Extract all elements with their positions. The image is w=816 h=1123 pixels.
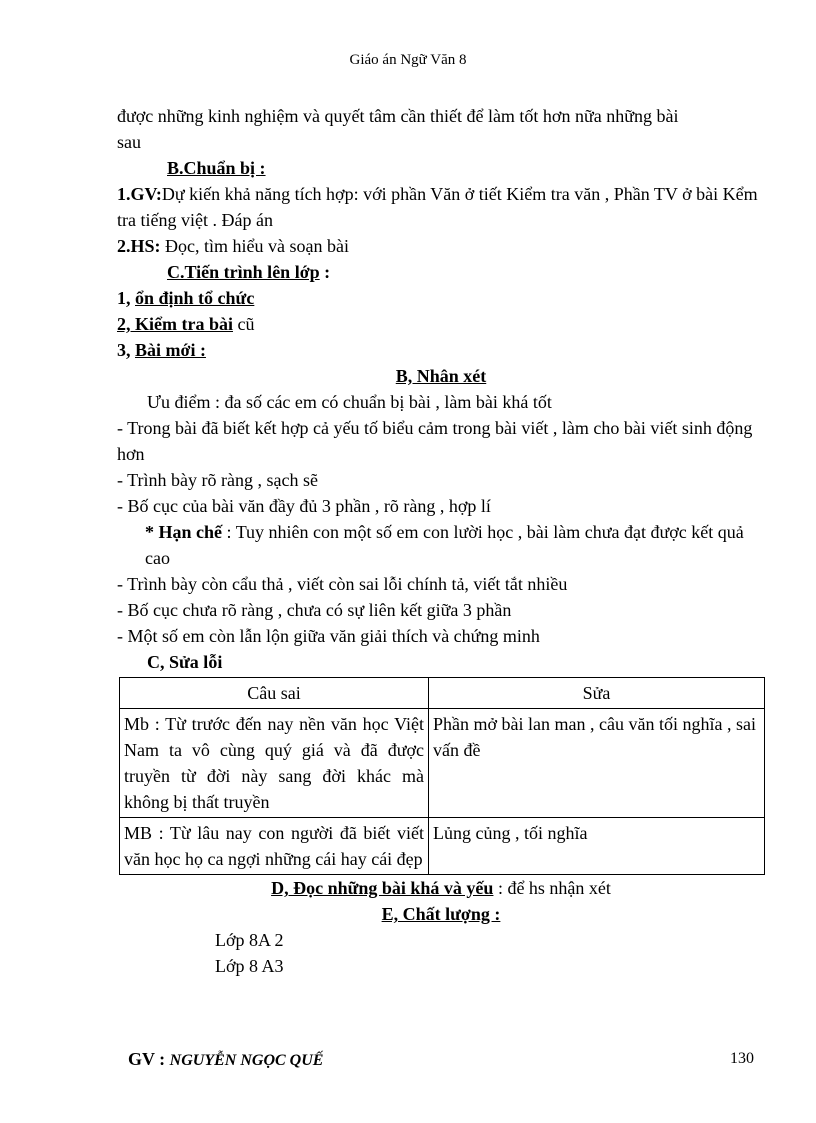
quality-heading [117,901,765,927]
fix-heading: C, Sửa lỗi [147,652,223,672]
step-2-text: Kiểm tra bài [135,314,233,334]
strength-line: Ưu điểm : đa số các em có chuẩn bị bài , làm bài khá tốt [147,392,552,412]
gv-paragraph [117,181,765,233]
read-heading [117,875,765,901]
section-b-title: B.Chuẩn bị : [167,158,266,178]
class-item: Lớp 8 A3 [215,956,284,976]
intro-line-1: được những kinh nghiệm và quyết tâm cần thiết để làm tốt hơn nữa những bài [117,106,679,126]
hs-text: Đọc, tìm hiểu và soạn bài [160,236,349,256]
strength-item-1: - Trong bài đã biết kết hợp cả yếu tố biểu cảm trong bài viết , làm cho bài viết sinh động hơn [117,418,753,464]
limit-item-2: - Bố cục chưa rõ ràng , chưa có sự liên kết giữa 3 phần [117,600,512,620]
step-2 [117,311,765,337]
section-c-colon: : [319,262,331,282]
table-cell-fix: Lủng củng , tối nghĩa [429,818,765,875]
step-3-prefix: 3, [117,340,135,360]
table-cell-fix: Phần mở bài lan man , câu văn tối nghĩa , sai vấn đề [429,709,765,818]
limit-paragraph [117,519,765,571]
limit-text: : Tuy nhiên con một số em con lười học , bài làm chưa đạt được kết quả cao [145,522,744,568]
step-2-suffix: cũ [232,314,255,334]
step-2-prefix: 2, [117,314,135,334]
step-1-prefix: 1, [117,288,135,308]
document-body [117,103,765,979]
correction-table [119,677,765,875]
section-b-heading [117,155,765,181]
table-header-row [120,678,765,709]
step-3-text: Bài mới : [135,340,206,360]
hs-paragraph [117,233,765,259]
strength-item-3: - Bố cục của bài văn đầy đủ 3 phần , rõ ràng , hợp lí [117,496,491,516]
read-title: D, Đọc những bài khá và yếu [271,878,494,898]
step-1-text: ổn định tổ chức [135,288,255,308]
intro-line-2: sau [117,132,141,152]
remark-heading [117,363,765,389]
gv-label: 1.GV: [117,184,162,204]
table-cell-wrong: MB : Từ lâu nay con người đã biết viết văn học họ ca ngợi những cái hay cái đẹp [120,818,429,875]
table-row [120,818,765,875]
read-suffix: : để hs nhận xét [493,878,611,898]
quality-title: E, Chất lượng : [381,904,501,924]
footer-gv-label: GV : [128,1049,170,1069]
gv-text: Dự kiến khả năng tích hợp: với phần Văn ở tiết Kiểm tra văn , Phần TV ở bài Kểm tra tiếng việt . Đáp án [117,184,758,230]
table-header-fix: Sửa [429,678,765,709]
step-3 [117,337,765,363]
section-c-heading [117,259,765,285]
limit-label: * Hạn chế [145,522,223,542]
page-number: 130 [730,1050,754,1067]
table-header-wrong: Câu sai [120,678,429,709]
class-item: Lớp 8A 2 [215,930,284,950]
limit-item-3: - Một số em còn lẫn lộn giữa văn giải thích và chứng minh [117,626,540,646]
teacher-name: NGUYỄN NGỌC QUẾ [169,1052,324,1069]
table-row [120,709,765,818]
limit-item-1: - Trình bày còn cẩu thả , viết còn sai lỗi chính tả, viết tắt nhiều [117,574,568,594]
table-cell-wrong: Mb : Từ trước đến nay nền văn học Việt Nam ta vô cùng quý giá và đã được truyền từ đời này sang đời khác mà không bị thất truyền [120,709,429,818]
section-c-title: C.Tiến trình lên lớp [167,262,320,282]
page-header: Giáo án Ngữ Văn 8 [349,52,467,68]
step-1 [117,285,765,311]
remark-title: B, Nhân xét [395,366,487,386]
strength-item-2: - Trình bày rõ ràng , sạch sẽ [117,470,318,490]
hs-label: 2.HS: [117,236,161,256]
page-footer-teacher [128,1049,323,1070]
